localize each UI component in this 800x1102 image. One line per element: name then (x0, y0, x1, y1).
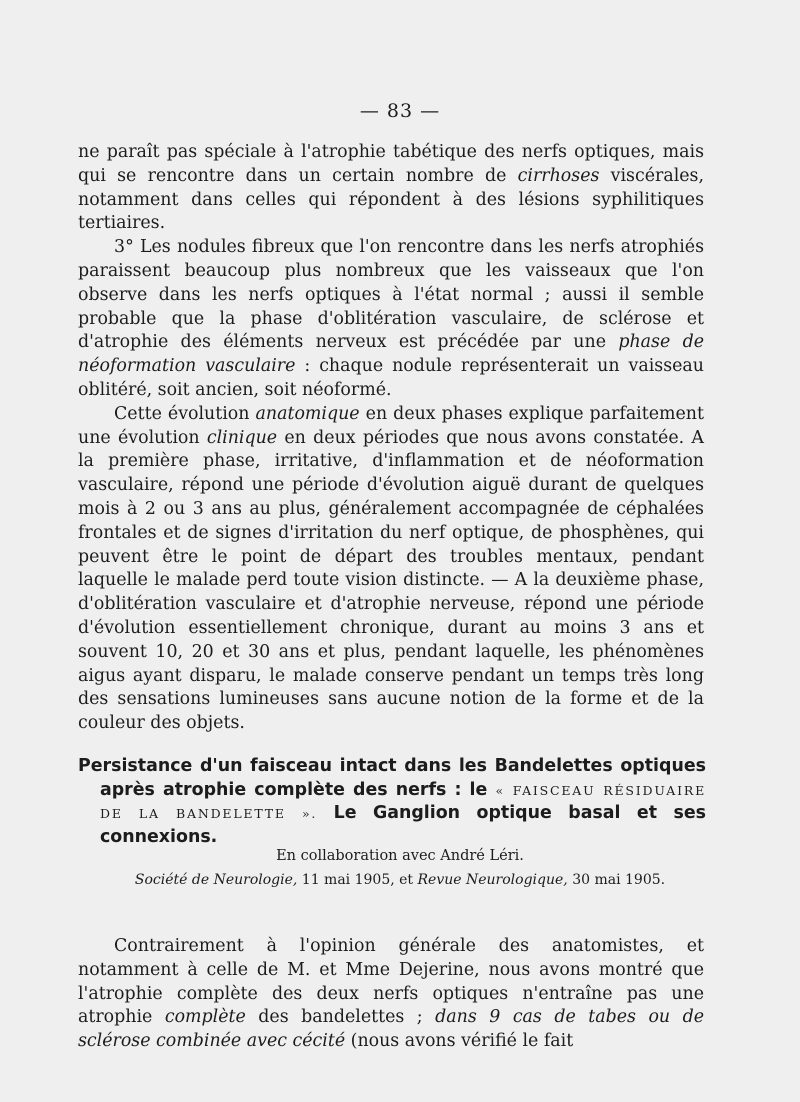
italic-cirrhoses: cirrhoses (517, 165, 600, 186)
paragraph-4 (78, 935, 704, 1054)
reference-line (0, 872, 800, 888)
italic-complete: complète (164, 1007, 246, 1028)
body-text-bottom (78, 935, 704, 1054)
ref2-date: 30 mai 1905. (572, 872, 666, 888)
paragraph-3: Cette évolution anatomique en deux phases explique parfaitement une évolution clinique en deux périodes que nous avons constatée. A la première phase, irritative, d'inflammation et de néoformation vasculaire, répond une période d'évolution aiguë durant de quelques mois à 2 ou 3 ans au plus, généralement accompagnée de céphalées frontales et de signes d'irritation du nerf optique, de phosphènes, qui peuvent être le point de départ des troubles mentaux, pendant laquelle le malade perd toute vision distincte. — A la deuxième phase, d'oblitération vasculaire et d'atrophie nerveuse, répond une période d'évolution essentiellement chronique, durant au moins 3 ans et souvent 10, 20 et 30 ans et plus, pendant laquelle, les phénomènes aigus ayant disparu, le malade conserve pendant un temps très long des sensations lumineuses sans aucune notion de la forme et de la couleur des objets. (78, 403, 704, 734)
bottom-part3: (nous avons vérifié le fait (350, 1031, 574, 1052)
page-number: — 83 — (359, 100, 441, 122)
italic-anatomique: anatomique (255, 403, 360, 424)
ref1-date: 11 mai 1905, et (301, 872, 414, 888)
ref1-journal: Société de Neurologie, (134, 872, 298, 888)
paragraph-2: 3° Les nodules fibreux que l'on rencontre dans les nerfs atrophiés paraissent beaucoup plus nombreux que les vaisseaux que l'on observe dans les nerfs optiques à l'état normal ; aussi il semble probable que la phase d'oblitération vasculaire, de sclérose et d'atrophie des éléments nerveux est précédée par une phase de néoformation vasculaire : chaque nodule représenterait un vaisseau oblitéré, soit ancien, soit néoformé. (78, 237, 704, 400)
section-title-smallcaps: « FAISCEAU RÉSIDUAIRE DE LA BANDELETTE ». (100, 782, 706, 821)
bottom-part1: Contrairement à l'opinion générale des anatomistes, et notamment à celle de M. et Mme Dejerine, nous avons montré que l'atrophie complète des deux nerfs optiques n'entraîne pas une atrophie (78, 936, 704, 1028)
section-title-part2: Le Ganglion optique basal et ses connexions. (100, 803, 706, 847)
italic-phase-neo: phase de néoformation vasculaire (78, 332, 704, 377)
collaboration-line: En collaboration avec André Léri. (276, 848, 524, 864)
italic-dans-9-cas: dans 9 cas de tabes ou de sclérose combinée avec cécité (78, 1007, 705, 1052)
section-title-part1: Persistance d'un faisceau intact dans les Bandelettes optiques après atrophie complète des nerfs : le (78, 756, 706, 800)
body-text-top (78, 141, 704, 736)
ref2-journal: Revue Neurologique, (417, 872, 568, 888)
italic-clinique: clinique (206, 427, 278, 448)
section-title (78, 755, 706, 849)
bottom-part2: des bandelettes ; (258, 1007, 423, 1028)
paragraph-1: ne paraît pas spéciale à l'atrophie tabétique des nerfs optiques, mais qui se rencontre dans un certain nombre de cirrhoses viscérales, notamment dans celles qui répondent à des lésions syphilitiques tertiaires. (78, 142, 704, 234)
